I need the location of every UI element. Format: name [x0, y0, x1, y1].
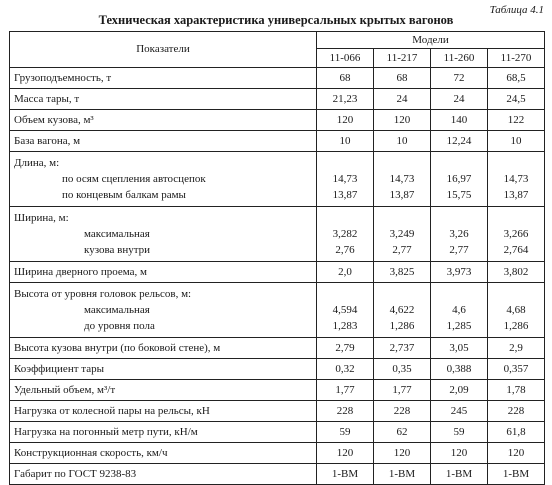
cell-value: 2,09 [431, 380, 488, 401]
cell-value: 16,97 [446, 173, 472, 185]
row-label: Конструкционная скорость, км/ч [10, 443, 317, 464]
sub-label: максимальная [84, 228, 150, 240]
cell-value: 3,802 [488, 262, 545, 283]
cell-value: 10 [374, 131, 431, 152]
cell-value: 4,594 [332, 304, 358, 316]
cell-value: 24,5 [488, 89, 545, 110]
indicators-header: Показатели [10, 32, 317, 68]
table-row [10, 262, 545, 283]
cell-value: 122 [488, 110, 545, 131]
cell-value: 13,87 [503, 189, 529, 201]
row-label: Объем кузова, м³ [10, 110, 317, 131]
cell-value: 3,973 [431, 262, 488, 283]
cell-value: 120 [374, 110, 431, 131]
group-title: Высота от уровня головок рельсов, м: [14, 288, 192, 300]
table-row [10, 89, 545, 110]
cell-value: 68 [374, 68, 431, 89]
row-label: Высота кузова внутри (по боковой стене), м [10, 338, 317, 359]
cell-value: 59 [317, 422, 374, 443]
sub-label: по концевым балкам рамы [62, 189, 186, 201]
table-caption: Техническая характеристика универсальных крытых вагонов [98, 13, 454, 27]
table-row [10, 338, 545, 359]
cell-value: 10 [488, 131, 545, 152]
cell-value: 2,76 [335, 244, 355, 256]
cell-value: 1-ВМ [431, 464, 488, 485]
cell-value: 2,77 [392, 244, 412, 256]
cell-value: 2,79 [317, 338, 374, 359]
table-row-group-height [10, 283, 545, 338]
model-header: 11-270 [488, 49, 545, 68]
sub-label: по осям сцепления автосцепок [62, 173, 206, 185]
cell-value: 13,87 [332, 189, 358, 201]
models-header: Модели [317, 32, 545, 49]
cell-value: 1,283 [332, 320, 358, 332]
cell-value: 59 [431, 422, 488, 443]
table-row [10, 443, 545, 464]
sub-label: до уровня пола [84, 320, 155, 332]
cell-value: 1,286 [503, 320, 529, 332]
cell-value: 1,77 [374, 380, 431, 401]
table-row [10, 68, 545, 89]
cell-value: 14,73 [503, 173, 529, 185]
table-row [10, 359, 545, 380]
cell-value: 3,825 [374, 262, 431, 283]
cell-value: 3,05 [431, 338, 488, 359]
cell-value: 24 [374, 89, 431, 110]
cell-value: 1,77 [317, 380, 374, 401]
row-label: Масса тары, т [10, 89, 317, 110]
row-label: Ширина дверного проема, м [10, 262, 317, 283]
cell-value: 21,23 [317, 89, 374, 110]
table-row-group-width [10, 207, 545, 262]
cell-value: 12,24 [431, 131, 488, 152]
table-row [10, 380, 545, 401]
cell-value: 120 [374, 443, 431, 464]
cell-value: 4,68 [506, 304, 526, 316]
row-label: Нагрузка от колесной пары на рельсы, кН [10, 401, 317, 422]
table-row [10, 401, 545, 422]
cell-value: 1-ВМ [317, 464, 374, 485]
row-label: Грузоподъемность, т [10, 68, 317, 89]
cell-value: 0,357 [488, 359, 545, 380]
cell-value: 120 [317, 443, 374, 464]
cell-value: 24 [431, 89, 488, 110]
cell-value: 68 [317, 68, 374, 89]
cell-value: 1,285 [446, 320, 472, 332]
cell-value: 15,75 [446, 189, 472, 201]
cell-value: 14,73 [332, 173, 358, 185]
cell-value: 228 [317, 401, 374, 422]
cell-value: 1,78 [488, 380, 545, 401]
cell-value: 4,6 [452, 304, 466, 316]
cell-value: 140 [431, 110, 488, 131]
cell-value: 2,737 [374, 338, 431, 359]
model-header: 11-066 [317, 49, 374, 68]
cell-value: 0,388 [431, 359, 488, 380]
cell-value: 2,9 [488, 338, 545, 359]
group-title: Длина, м: [14, 157, 60, 169]
cell-value: 2,0 [317, 262, 374, 283]
cell-value: 72 [431, 68, 488, 89]
cell-value: 61,8 [488, 422, 545, 443]
row-label: Габарит по ГОСТ 9238-83 [10, 464, 317, 485]
row-label: Нагрузка на погонный метр пути, кН/м [10, 422, 317, 443]
cell-value: 120 [431, 443, 488, 464]
row-label: Коэффициент тары [10, 359, 317, 380]
cell-value: 14,73 [389, 173, 415, 185]
model-header: 11-260 [431, 49, 488, 68]
table-row [10, 110, 545, 131]
cell-value: 0,35 [374, 359, 431, 380]
cell-value: 4,622 [389, 304, 415, 316]
cell-value: 228 [374, 401, 431, 422]
row-label-group [10, 283, 317, 338]
cell-value: 3,249 [389, 228, 415, 240]
cell-value: 13,87 [389, 189, 415, 201]
table-row-group-length [10, 152, 545, 207]
cell-value: 3,266 [503, 228, 529, 240]
table-row [10, 464, 545, 485]
cell-value: 120 [488, 443, 545, 464]
table-row [10, 131, 545, 152]
cell-value: 120 [317, 110, 374, 131]
cell-value: 228 [488, 401, 545, 422]
row-label-group [10, 152, 317, 207]
specs-table [9, 31, 545, 485]
row-label: База вагона, м [10, 131, 317, 152]
cell-value: 3,282 [332, 228, 358, 240]
cell-value: 1,286 [389, 320, 415, 332]
sub-label: кузова внутри [84, 244, 151, 256]
cell-value: 1-ВМ [374, 464, 431, 485]
model-header: 11-217 [374, 49, 431, 68]
cell-value: 0,32 [317, 359, 374, 380]
cell-value: 10 [317, 131, 374, 152]
cell-value: 2,77 [449, 244, 469, 256]
cell-value: 245 [431, 401, 488, 422]
table-number: Таблица 4.1 [489, 4, 544, 16]
cell-value: 62 [374, 422, 431, 443]
cell-value: 68,5 [488, 68, 545, 89]
cell-value: 2,764 [503, 244, 529, 256]
row-label: Удельный объем, м³/т [10, 380, 317, 401]
cell-value: 3,26 [449, 228, 469, 240]
group-title: Ширина, м: [14, 212, 69, 224]
table-row [10, 422, 545, 443]
sub-label: максимальная [84, 304, 150, 316]
row-label-group [10, 207, 317, 262]
cell-value: 1-ВМ [488, 464, 545, 485]
